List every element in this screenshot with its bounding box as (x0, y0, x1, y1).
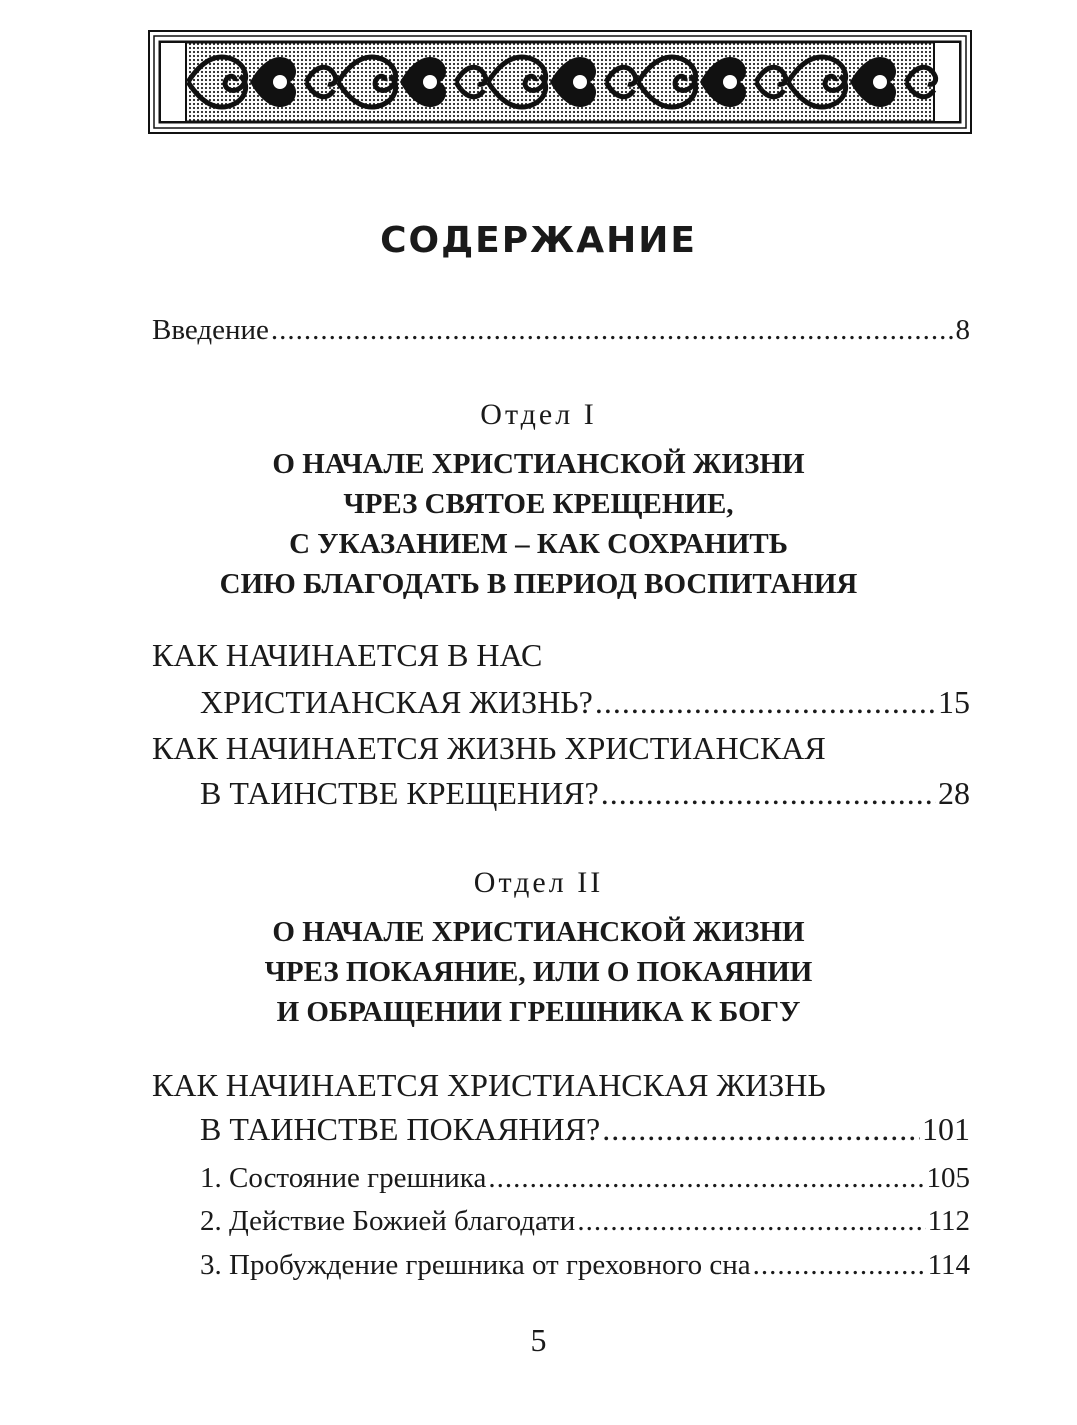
dot-leader (595, 684, 936, 721)
toc-entry-label: ХРИСТИАНСКАЯ ЖИЗНЬ? (200, 684, 593, 720)
section2-title-line: ЧРЕЗ ПОКАЯНИЕ, ИЛИ О ПОКАЯНИИ (264, 956, 813, 988)
section1-title-line: СИЮ БЛАГОДАТЬ В ПЕРИОД ВОСПИТАНИЯ (219, 568, 858, 600)
section1-title-line: О НАЧАЛЕ ХРИСТИАНСКОЙ ЖИЗНИ (272, 448, 805, 480)
toc-entry-page: 101 (922, 1111, 970, 1147)
dot-leader (753, 1249, 926, 1282)
section1-heading: Отдел I (480, 398, 597, 431)
dot-leader (602, 1111, 920, 1148)
section2-title (0, 912, 1077, 1032)
toc-entry-intro (152, 314, 970, 347)
toc-entry-label: Введение (152, 314, 269, 346)
toc-entry-page: 114 (927, 1249, 970, 1281)
toc-entry-line1: КАК НАЧИНАЕТСЯ ХРИСТИАНСКАЯ ЖИЗНЬ (152, 1067, 826, 1103)
page-title: СОДЕРЖАНИЕ (380, 220, 697, 261)
toc-entry-page: 8 (955, 314, 970, 346)
toc-entry-label: 2. Действие Божией благодати (200, 1205, 576, 1237)
section2-heading: Отдел II (473, 866, 604, 899)
toc-subentry (200, 1249, 970, 1282)
toc-entry-label: 3. Пробуждение грешника от греховного сна (200, 1249, 751, 1281)
dot-leader (488, 1162, 924, 1195)
toc-entry-label: В ТАИНСТВЕ ПОКАЯНИЯ? (200, 1111, 601, 1147)
section1-title (0, 444, 1077, 604)
toc-entry-line1: КАК НАЧИНАЕТСЯ В НАС (152, 637, 543, 673)
toc-entry-page: 105 (926, 1162, 970, 1194)
toc-entry-page: 15 (938, 684, 970, 720)
toc-entry-page: 28 (938, 775, 970, 811)
toc-entry-label: В ТАИНСТВЕ КРЕЩЕНИЯ? (200, 775, 599, 811)
toc-entry-label: 1. Состояние грешника (200, 1162, 487, 1194)
section1-title-line: С УКАЗАНИЕМ – КАК СОХРАНИТЬ (289, 528, 788, 560)
section1-title-line: ЧРЕЗ СВЯТОЕ КРЕЩЕНИЕ, (343, 488, 734, 520)
toc-entry-section1-1 (200, 684, 970, 721)
section2-title-line: О НАЧАЛЕ ХРИСТИАНСКОЙ ЖИЗНИ (272, 916, 805, 948)
toc-entry-section1-2 (200, 775, 970, 812)
section2-title-line: И ОБРАЩЕНИИ ГРЕШНИКА К БОГУ (276, 996, 801, 1028)
toc-entry-page: 112 (927, 1205, 970, 1237)
toc-subentry (200, 1205, 970, 1238)
dot-leader (271, 314, 954, 347)
header-ornament (148, 30, 972, 134)
page-number: 5 (530, 1322, 547, 1358)
dot-leader (577, 1205, 925, 1238)
dot-leader (601, 775, 936, 812)
toc-subentry (200, 1162, 970, 1195)
toc-entry-line1: КАК НАЧИНАЕТСЯ ЖИЗНЬ ХРИСТИАНСКАЯ (152, 730, 826, 766)
toc-entry-section2-1 (200, 1111, 970, 1148)
